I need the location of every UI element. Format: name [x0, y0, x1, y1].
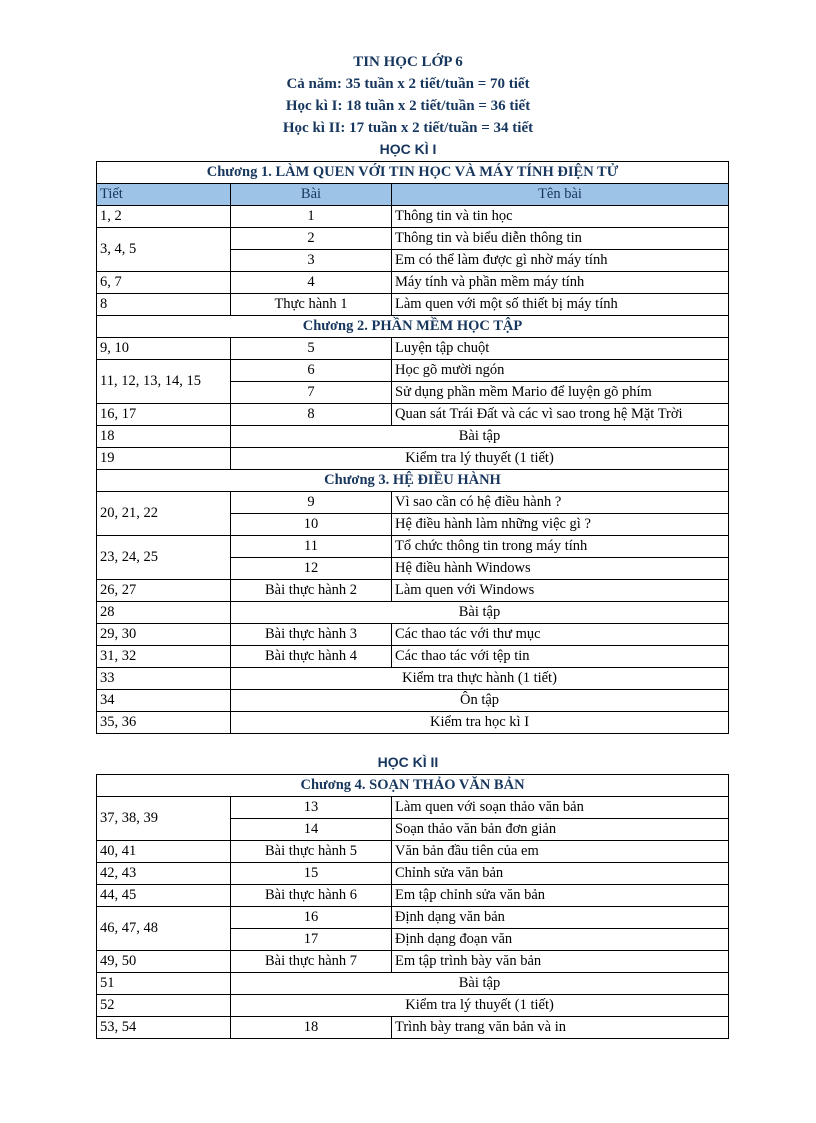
cell-tiet: 35, 36 [97, 712, 231, 734]
table-row [97, 646, 729, 668]
cell-ten-bai: Máy tính và phần mềm máy tính [392, 272, 729, 294]
table-row [97, 951, 729, 973]
cell-tiet: 52 [97, 995, 231, 1017]
col-bai: Bài [231, 184, 392, 206]
cell-tiet: 51 [97, 973, 231, 995]
cell-tiet: 46, 47, 48 [97, 907, 231, 951]
cell-bai: 2 [231, 228, 392, 250]
chapter-row [97, 316, 729, 338]
cell-bai: Thực hành 1 [231, 294, 392, 316]
cell-tiet: 34 [97, 690, 231, 712]
cell-tiet: 23, 24, 25 [97, 536, 231, 580]
table-row [97, 492, 729, 514]
cell-tiet: 26, 27 [97, 580, 231, 602]
cell-tiet: 37, 38, 39 [97, 797, 231, 841]
chapter-title: Chương 3. HỆ ĐIỀU HÀNH [97, 470, 729, 492]
doc-title: TIN HỌC LỚP 6 [353, 54, 463, 70]
cell-bai: 16 [231, 907, 392, 929]
cell-ten-bai: Trình bày trang văn bản và in [392, 1017, 729, 1039]
table-row [97, 1017, 729, 1039]
chapter-row [97, 470, 729, 492]
col-tiet: Tiết [97, 184, 231, 206]
cell-bai: Bài thực hành 4 [231, 646, 392, 668]
cell-bai: 4 [231, 272, 392, 294]
cell-bai: 18 [231, 1017, 392, 1039]
cell-merged: Bài tập [231, 973, 729, 995]
cell-tiet: 8 [97, 294, 231, 316]
cell-bai: 15 [231, 863, 392, 885]
table-row [97, 973, 729, 995]
cell-tiet: 19 [97, 448, 231, 470]
cell-tiet: 9, 10 [97, 338, 231, 360]
cell-tiet: 3, 4, 5 [97, 228, 231, 272]
cell-ten-bai: Vì sao cần có hệ điều hành ? [392, 492, 729, 514]
chapter-title: Chương 4. SOẠN THẢO VĂN BẢN [97, 775, 729, 797]
table-row [97, 272, 729, 294]
table-row [97, 602, 729, 624]
cell-tiet: 31, 32 [97, 646, 231, 668]
cell-tiet: 1, 2 [97, 206, 231, 228]
cell-ten-bai: Em tập trình bày văn bản [392, 951, 729, 973]
cell-bai: Bài thực hành 6 [231, 885, 392, 907]
cell-tiet: 53, 54 [97, 1017, 231, 1039]
cell-ten-bai: Luyện tập chuột [392, 338, 729, 360]
sem1-summary: Học kì I: 18 tuần x 2 tiết/tuần = 36 tiết [285, 98, 531, 114]
cell-tiet: 40, 41 [97, 841, 231, 863]
cell-bai: 11 [231, 536, 392, 558]
table-row [97, 907, 729, 929]
sem2-summary: Học kì II: 17 tuần x 2 tiết/tuần = 34 tiết [282, 120, 534, 136]
table-row [97, 294, 729, 316]
table-row [97, 338, 729, 360]
cell-ten-bai: Định dạng văn bản [392, 907, 729, 929]
cell-tiet: 28 [97, 602, 231, 624]
cell-merged: Kiểm tra lý thuyết (1 tiết) [231, 995, 729, 1017]
table-row [97, 228, 729, 250]
cell-ten-bai: Học gõ mười ngón [392, 360, 729, 382]
table-row [97, 797, 729, 819]
cell-ten-bai: Làm quen với Windows [392, 580, 729, 602]
cell-ten-bai: Văn bản đầu tiên của em [392, 841, 729, 863]
cell-merged: Bài tập [231, 602, 729, 624]
cell-bai: 5 [231, 338, 392, 360]
column-header-row [97, 184, 729, 206]
cell-merged: Kiểm tra lý thuyết (1 tiết) [231, 448, 729, 470]
cell-bai: Bài thực hành 7 [231, 951, 392, 973]
table-row [97, 426, 729, 448]
chapter-title: Chương 2. PHẦN MỀM HỌC TẬP [97, 316, 729, 338]
cell-tiet: 16, 17 [97, 404, 231, 426]
table-row [97, 624, 729, 646]
cell-bai: 9 [231, 492, 392, 514]
cell-ten-bai: Soạn thảo văn bản đơn giản [392, 819, 729, 841]
table-row [97, 536, 729, 558]
cell-ten-bai: Thông tin và tin học [392, 206, 729, 228]
chapter-title: Chương 1. LÀM QUEN VỚI TIN HỌC VÀ MÁY TÍNH ĐIỆN TỬ [97, 162, 729, 184]
chapter-row [97, 775, 729, 797]
cell-ten-bai: Làm quen với soạn thảo văn bản [392, 797, 729, 819]
table-row [97, 690, 729, 712]
cell-tiet: 49, 50 [97, 951, 231, 973]
cell-bai: 6 [231, 360, 392, 382]
table-row [97, 448, 729, 470]
cell-ten-bai: Quan sát Trái Đất và các vì sao trong hệ Mặt Trời [392, 404, 729, 426]
table-row [97, 841, 729, 863]
cell-ten-bai: Hệ điều hành Windows [392, 558, 729, 580]
cell-ten-bai: Làm quen với một số thiết bị máy tính [392, 294, 729, 316]
cell-ten-bai: Sử dụng phần mềm Mario để luyện gõ phím [392, 382, 729, 404]
cell-bai: 3 [231, 250, 392, 272]
chapter-row [97, 162, 729, 184]
cell-ten-bai: Các thao tác với thư mục [392, 624, 729, 646]
sem2-title: HỌC KÌ II [377, 754, 439, 770]
cell-ten-bai: Chỉnh sửa văn bản [392, 863, 729, 885]
table-row [97, 885, 729, 907]
cell-bai: 14 [231, 819, 392, 841]
cell-tiet: 11, 12, 13, 14, 15 [97, 360, 231, 404]
table-row [97, 404, 729, 426]
cell-tiet: 18 [97, 426, 231, 448]
sem2-table [96, 774, 729, 1039]
cell-tiet: 33 [97, 668, 231, 690]
cell-ten-bai: Các thao tác với tệp tin [392, 646, 729, 668]
table-row [97, 206, 729, 228]
cell-merged: Ôn tập [231, 690, 729, 712]
cell-tiet: 44, 45 [97, 885, 231, 907]
cell-ten-bai: Thông tin và biểu diễn thông tin [392, 228, 729, 250]
year-summary: Cả năm: 35 tuần x 2 tiết/tuần = 70 tiết [286, 76, 530, 92]
sem1-table [96, 161, 729, 734]
cell-bai: Bài thực hành 2 [231, 580, 392, 602]
cell-bai: 13 [231, 797, 392, 819]
cell-ten-bai: Hệ điều hành làm những việc gì ? [392, 514, 729, 536]
table-row [97, 580, 729, 602]
cell-tiet: 20, 21, 22 [97, 492, 231, 536]
cell-bai: 7 [231, 382, 392, 404]
cell-tiet: 6, 7 [97, 272, 231, 294]
cell-bai: 17 [231, 929, 392, 951]
cell-bai: Bài thực hành 3 [231, 624, 392, 646]
cell-bai: 10 [231, 514, 392, 536]
cell-ten-bai: Em tập chỉnh sửa văn bản [392, 885, 729, 907]
table-row [97, 712, 729, 734]
cell-tiet: 42, 43 [97, 863, 231, 885]
cell-bai: 8 [231, 404, 392, 426]
cell-bai: 1 [231, 206, 392, 228]
cell-ten-bai: Em có thể làm được gì nhờ máy tính [392, 250, 729, 272]
table-row [97, 995, 729, 1017]
cell-ten-bai: Định dạng đoạn văn [392, 929, 729, 951]
cell-merged: Kiểm tra học kì I [231, 712, 729, 734]
cell-merged: Kiểm tra thực hành (1 tiết) [231, 668, 729, 690]
cell-tiet: 29, 30 [97, 624, 231, 646]
col-ten-bai: Tên bài [392, 184, 729, 206]
sem1-title: HỌC KÌ I [379, 141, 437, 157]
table-row [97, 360, 729, 382]
cell-ten-bai: Tổ chức thông tin trong máy tính [392, 536, 729, 558]
cell-bai: 12 [231, 558, 392, 580]
table-row [97, 863, 729, 885]
cell-merged: Bài tập [231, 426, 729, 448]
cell-bai: Bài thực hành 5 [231, 841, 392, 863]
table-row [97, 668, 729, 690]
